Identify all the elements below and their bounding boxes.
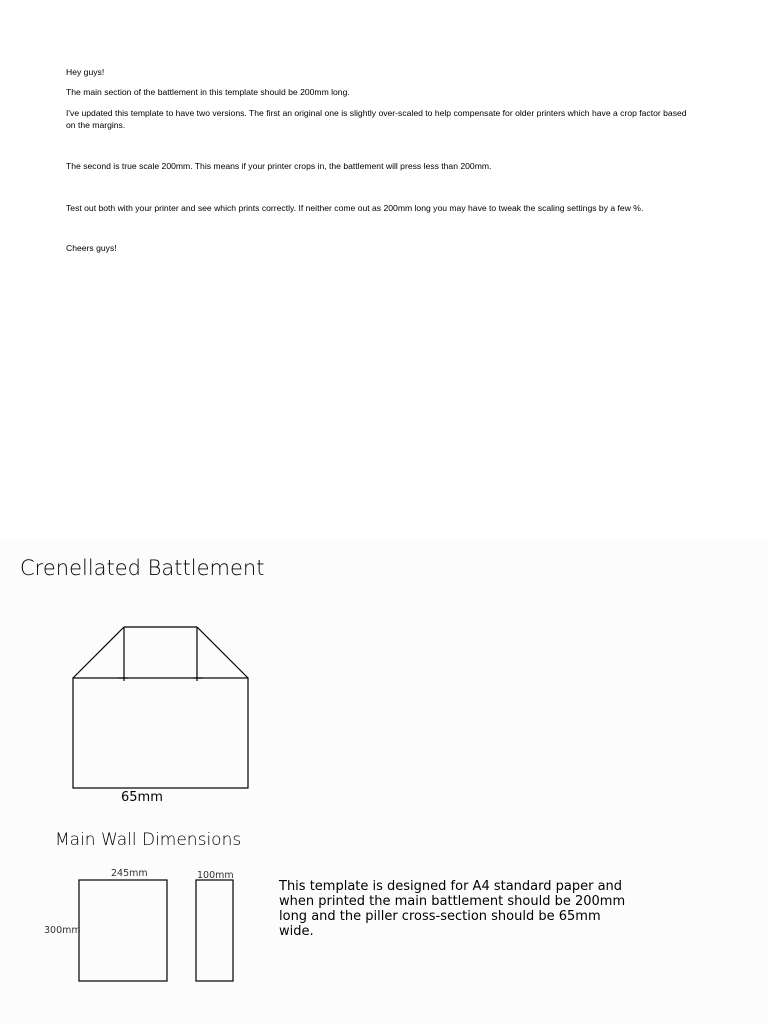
battlement-width-label: 65mm [121, 790, 163, 805]
battlement-title: Crenellated Battlement [20, 556, 265, 580]
template-drawing [0, 540, 768, 1024]
battlement-outline [73, 627, 248, 788]
greeting-text: Hey guys! [66, 67, 105, 77]
pillar-width-label: 100mm [197, 870, 234, 881]
note-line-1: The main section of the battlement in this template should be 200mm long. [66, 87, 350, 97]
note-line-3: The second is true scale 200mm. This means if your printer crops in, the battlement will press less than 200mm. [66, 161, 492, 171]
note-line-2: I've updated this template to have two versions. The first an original one is slightly over-scaled to help compensate for older printers which have a crop factor based on the margins. [66, 108, 687, 130]
battlement-left-slope [73, 627, 124, 678]
template-page [0, 540, 768, 1024]
template-description: This template is designed for A4 standard paper and when printed the main battlement should be 200mm long and the piller cross-section should be 65mm wide. [279, 879, 626, 939]
battlement-body [73, 678, 248, 788]
main-wall-panel [79, 880, 167, 981]
wall-width-label: 245mm [111, 868, 148, 879]
wall-height-label: 300mm [44, 925, 81, 936]
battlement-right-slope [197, 627, 248, 678]
note-line-4: Test out both with your printer and see which prints correctly. If neither come out as 200mm long you may have to tweak the scaling settings by a few %. [66, 203, 644, 213]
wall-dimensions-title: Main Wall Dimensions [55, 830, 242, 850]
pillar-panel [196, 880, 233, 981]
signoff-text: Cheers guys! [66, 243, 117, 253]
